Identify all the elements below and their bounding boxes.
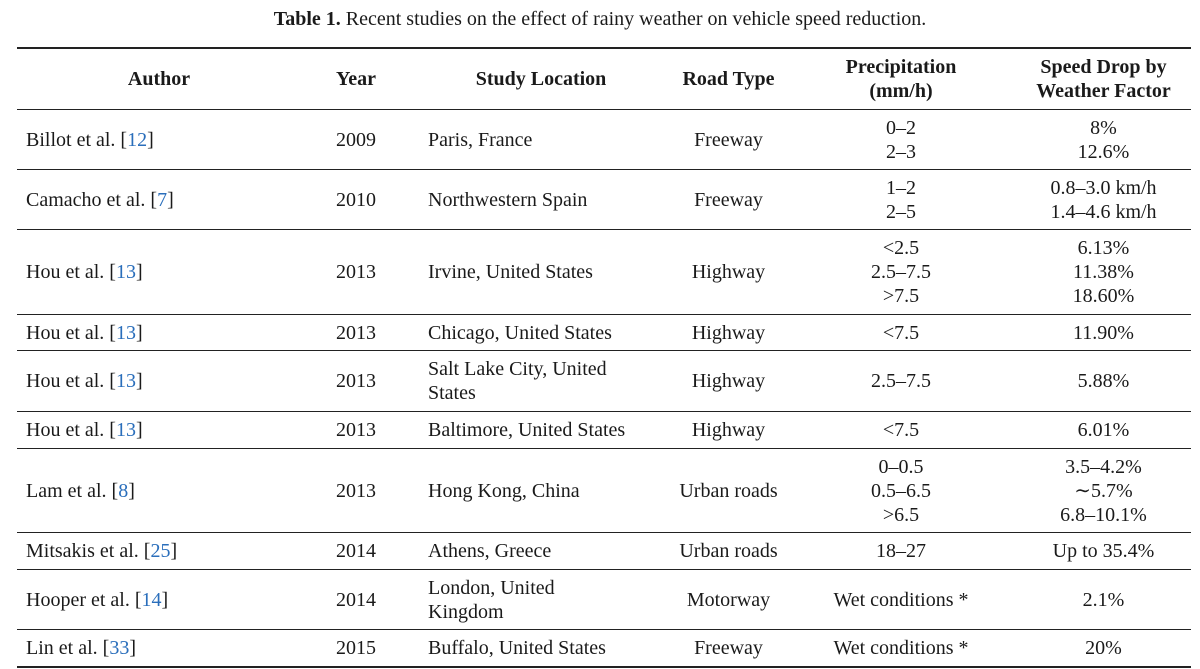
- speed-drop-value: 2.1%: [1082, 588, 1125, 611]
- speed-drop-value: 12.6%: [1077, 140, 1130, 163]
- cell-year: 2014: [301, 570, 411, 630]
- cell-precipitation: [786, 570, 1016, 630]
- citation-link[interactable]: 13: [115, 419, 136, 441]
- cell-road-type: Urban roads: [671, 533, 786, 570]
- cell-speed-drop: [1016, 230, 1191, 315]
- speed-drop-value: 6.01%: [1077, 419, 1130, 441]
- precipitation-value: >6.5: [882, 503, 920, 526]
- cell-road-type: Freeway: [671, 170, 786, 230]
- citation-link[interactable]: 13: [115, 321, 136, 344]
- speed-drop-value: 5.88%: [1077, 370, 1130, 392]
- cell-precipitation: [786, 315, 1016, 351]
- citation-bracket: ]: [129, 637, 136, 659]
- location-line: Hong Kong, China: [428, 479, 580, 502]
- citation-bracket: ]: [135, 370, 143, 392]
- cell-speed-drop: [1016, 110, 1191, 170]
- col-header-precipitation: [786, 48, 1016, 110]
- citation-link[interactable]: 25: [150, 540, 171, 562]
- cell-author: [17, 449, 301, 533]
- cell-year: 2013: [301, 230, 411, 315]
- cell-speed-drop: [1016, 570, 1191, 630]
- col-header-year: Year: [301, 48, 411, 110]
- precipitation-value: 1–2: [886, 176, 916, 199]
- cell-location: [411, 351, 671, 412]
- cell-road-type: Highway: [671, 230, 786, 315]
- citation-link[interactable]: 7: [157, 188, 168, 211]
- cell-precipitation: [786, 351, 1016, 412]
- studies-table: [17, 47, 1191, 668]
- citation-bracket: ]: [161, 588, 169, 611]
- col-header-speed-drop: [1016, 48, 1191, 110]
- table-caption: [0, 6, 1200, 32]
- precipitation-value: 2–5: [886, 200, 916, 223]
- citation-link[interactable]: 12: [127, 128, 148, 151]
- precipitation-value: Wet conditions *: [833, 588, 969, 611]
- cell-precipitation: [786, 412, 1016, 449]
- cell-location: [411, 533, 671, 570]
- cell-year: 2013: [301, 449, 411, 533]
- cell-year: 2013: [301, 315, 411, 351]
- speed-drop-value: 8%: [1090, 116, 1117, 139]
- precipitation-value: 2.5–7.5: [871, 261, 931, 283]
- speed-drop-value: 0.8–3.0 km/h: [1050, 176, 1157, 199]
- cell-location: [411, 315, 671, 351]
- cell-location: [411, 230, 671, 315]
- caption-label: Table 1.: [273, 8, 341, 30]
- col-header-precipitation-line2: (mm/h): [869, 80, 933, 102]
- table-row: [17, 412, 1191, 449]
- precipitation-value: >7.5: [882, 285, 920, 307]
- cell-road-type: Highway: [671, 412, 786, 449]
- precipitation-value: <2.5: [882, 237, 920, 259]
- speed-drop-value: ∼5.7%: [1074, 479, 1133, 502]
- location-line: Irvine, United States: [428, 261, 593, 283]
- table-row: [17, 230, 1191, 315]
- cell-road-type: Urban roads: [671, 449, 786, 533]
- col-header-speed-drop-line2: Weather Factor: [1036, 80, 1171, 102]
- table-row: [17, 351, 1191, 412]
- cell-location: [411, 170, 671, 230]
- cell-year: 2013: [301, 412, 411, 449]
- speed-drop-value: 20%: [1085, 637, 1122, 659]
- cell-year: 2009: [301, 110, 411, 170]
- table-row: [17, 110, 1191, 170]
- table-body: [17, 110, 1191, 668]
- precipitation-value: 2–3: [886, 140, 916, 163]
- location-line: Paris, France: [428, 128, 533, 151]
- cell-location: [411, 570, 671, 630]
- citation-bracket: ]: [135, 419, 143, 441]
- col-header-precipitation-line1: Precipitation: [845, 56, 957, 78]
- precipitation-value: 18–27: [876, 540, 926, 562]
- precipitation-value: Wet conditions *: [833, 637, 969, 659]
- author-name: Hooper et al. [: [26, 588, 142, 611]
- citation-link[interactable]: 13: [115, 370, 136, 392]
- citation-link[interactable]: 8: [118, 479, 129, 502]
- cell-road-type: Highway: [671, 315, 786, 351]
- speed-drop-value: 11.38%: [1073, 261, 1134, 283]
- cell-year: 2013: [301, 351, 411, 412]
- location-line: Chicago, United States: [428, 321, 612, 344]
- speed-drop-value: 6.13%: [1077, 237, 1130, 259]
- author-name: Camacho et al. [: [26, 188, 158, 211]
- cell-precipitation: [786, 170, 1016, 230]
- speed-drop-value: Up to 35.4%: [1052, 540, 1155, 562]
- cell-year: 2014: [301, 533, 411, 570]
- table-row: [17, 533, 1191, 570]
- author-name: Hou et al. [: [26, 419, 116, 441]
- author-name: Hou et al. [: [26, 370, 116, 392]
- cell-road-type: Highway: [671, 351, 786, 412]
- location-line: Salt Lake City, United: [428, 358, 607, 380]
- speed-drop-value: 3.5–4.2%: [1065, 455, 1142, 478]
- cell-author: [17, 110, 301, 170]
- cell-location: [411, 110, 671, 170]
- cell-speed-drop: [1016, 412, 1191, 449]
- cell-location: [411, 630, 671, 668]
- cell-author: [17, 533, 301, 570]
- col-header-road-type: Road Type: [671, 48, 786, 110]
- precipitation-value: 0–2: [886, 116, 916, 139]
- cell-road-type: Motorway: [671, 570, 786, 630]
- cell-author: [17, 170, 301, 230]
- citation-link[interactable]: 33: [109, 637, 130, 659]
- speed-drop-value: 18.60%: [1072, 285, 1135, 307]
- author-name: Billot et al. [: [26, 128, 128, 151]
- author-name: Lam et al. [: [26, 479, 119, 502]
- cell-precipitation: [786, 230, 1016, 315]
- cell-speed-drop: [1016, 170, 1191, 230]
- cell-road-type: Freeway: [671, 630, 786, 668]
- location-line: Northwestern Spain: [428, 188, 588, 211]
- header-row: [17, 48, 1191, 110]
- cell-year: 2015: [301, 630, 411, 668]
- precipitation-value: <7.5: [882, 419, 920, 441]
- cell-precipitation: [786, 449, 1016, 533]
- citation-bracket: ]: [135, 261, 143, 283]
- author-name: Lin et al. [: [26, 637, 110, 659]
- citation-bracket: ]: [135, 321, 143, 344]
- precipitation-value: 2.5–7.5: [871, 370, 931, 392]
- table-row: [17, 449, 1191, 533]
- table-row: [17, 170, 1191, 230]
- citation-bracket: ]: [170, 540, 178, 562]
- cell-precipitation: [786, 110, 1016, 170]
- speed-drop-value: 6.8–10.1%: [1060, 503, 1147, 526]
- table-row: [17, 315, 1191, 351]
- location-line: States: [428, 382, 476, 404]
- cell-speed-drop: [1016, 351, 1191, 412]
- author-name: Hou et al. [: [26, 261, 116, 283]
- cell-year: 2010: [301, 170, 411, 230]
- precipitation-value: <7.5: [882, 321, 920, 344]
- speed-drop-value: 1.4–4.6 km/h: [1050, 200, 1157, 223]
- cell-road-type: Freeway: [671, 110, 786, 170]
- precipitation-value: 0.5–6.5: [871, 479, 931, 502]
- citation-bracket: ]: [128, 479, 135, 502]
- citation-link[interactable]: 14: [141, 588, 162, 611]
- caption-text: Recent studies on the effect of rainy weather on vehicle speed reduction.: [340, 8, 927, 30]
- cell-location: [411, 449, 671, 533]
- location-line: Buffalo, United States: [428, 637, 606, 659]
- cell-author: [17, 315, 301, 351]
- cell-speed-drop: [1016, 449, 1191, 533]
- citation-bracket: ]: [147, 128, 154, 151]
- location-line: Kingdom: [428, 600, 504, 623]
- cell-precipitation: [786, 630, 1016, 668]
- author-name: Hou et al. [: [26, 321, 116, 344]
- location-line: London, United: [428, 576, 555, 599]
- col-header-speed-drop-line1: Speed Drop by: [1040, 56, 1167, 78]
- table-row: [17, 630, 1191, 668]
- col-header-location: Study Location: [411, 48, 671, 110]
- cell-speed-drop: [1016, 630, 1191, 668]
- cell-author: [17, 412, 301, 449]
- col-header-author: Author: [17, 48, 301, 110]
- cell-author: [17, 230, 301, 315]
- cell-location: [411, 412, 671, 449]
- location-line: Athens, Greece: [428, 540, 552, 562]
- location-line: Baltimore, United States: [428, 419, 626, 441]
- cell-author: [17, 570, 301, 630]
- precipitation-value: 0–0.5: [878, 455, 924, 478]
- author-name: Mitsakis et al. [: [26, 540, 151, 562]
- cell-speed-drop: [1016, 315, 1191, 351]
- table-row: [17, 570, 1191, 630]
- citation-bracket: ]: [167, 188, 174, 211]
- cell-speed-drop: [1016, 533, 1191, 570]
- speed-drop-value: 11.90%: [1073, 321, 1134, 344]
- cell-author: [17, 351, 301, 412]
- cell-author: [17, 630, 301, 668]
- citation-link[interactable]: 13: [115, 261, 136, 283]
- cell-precipitation: [786, 533, 1016, 570]
